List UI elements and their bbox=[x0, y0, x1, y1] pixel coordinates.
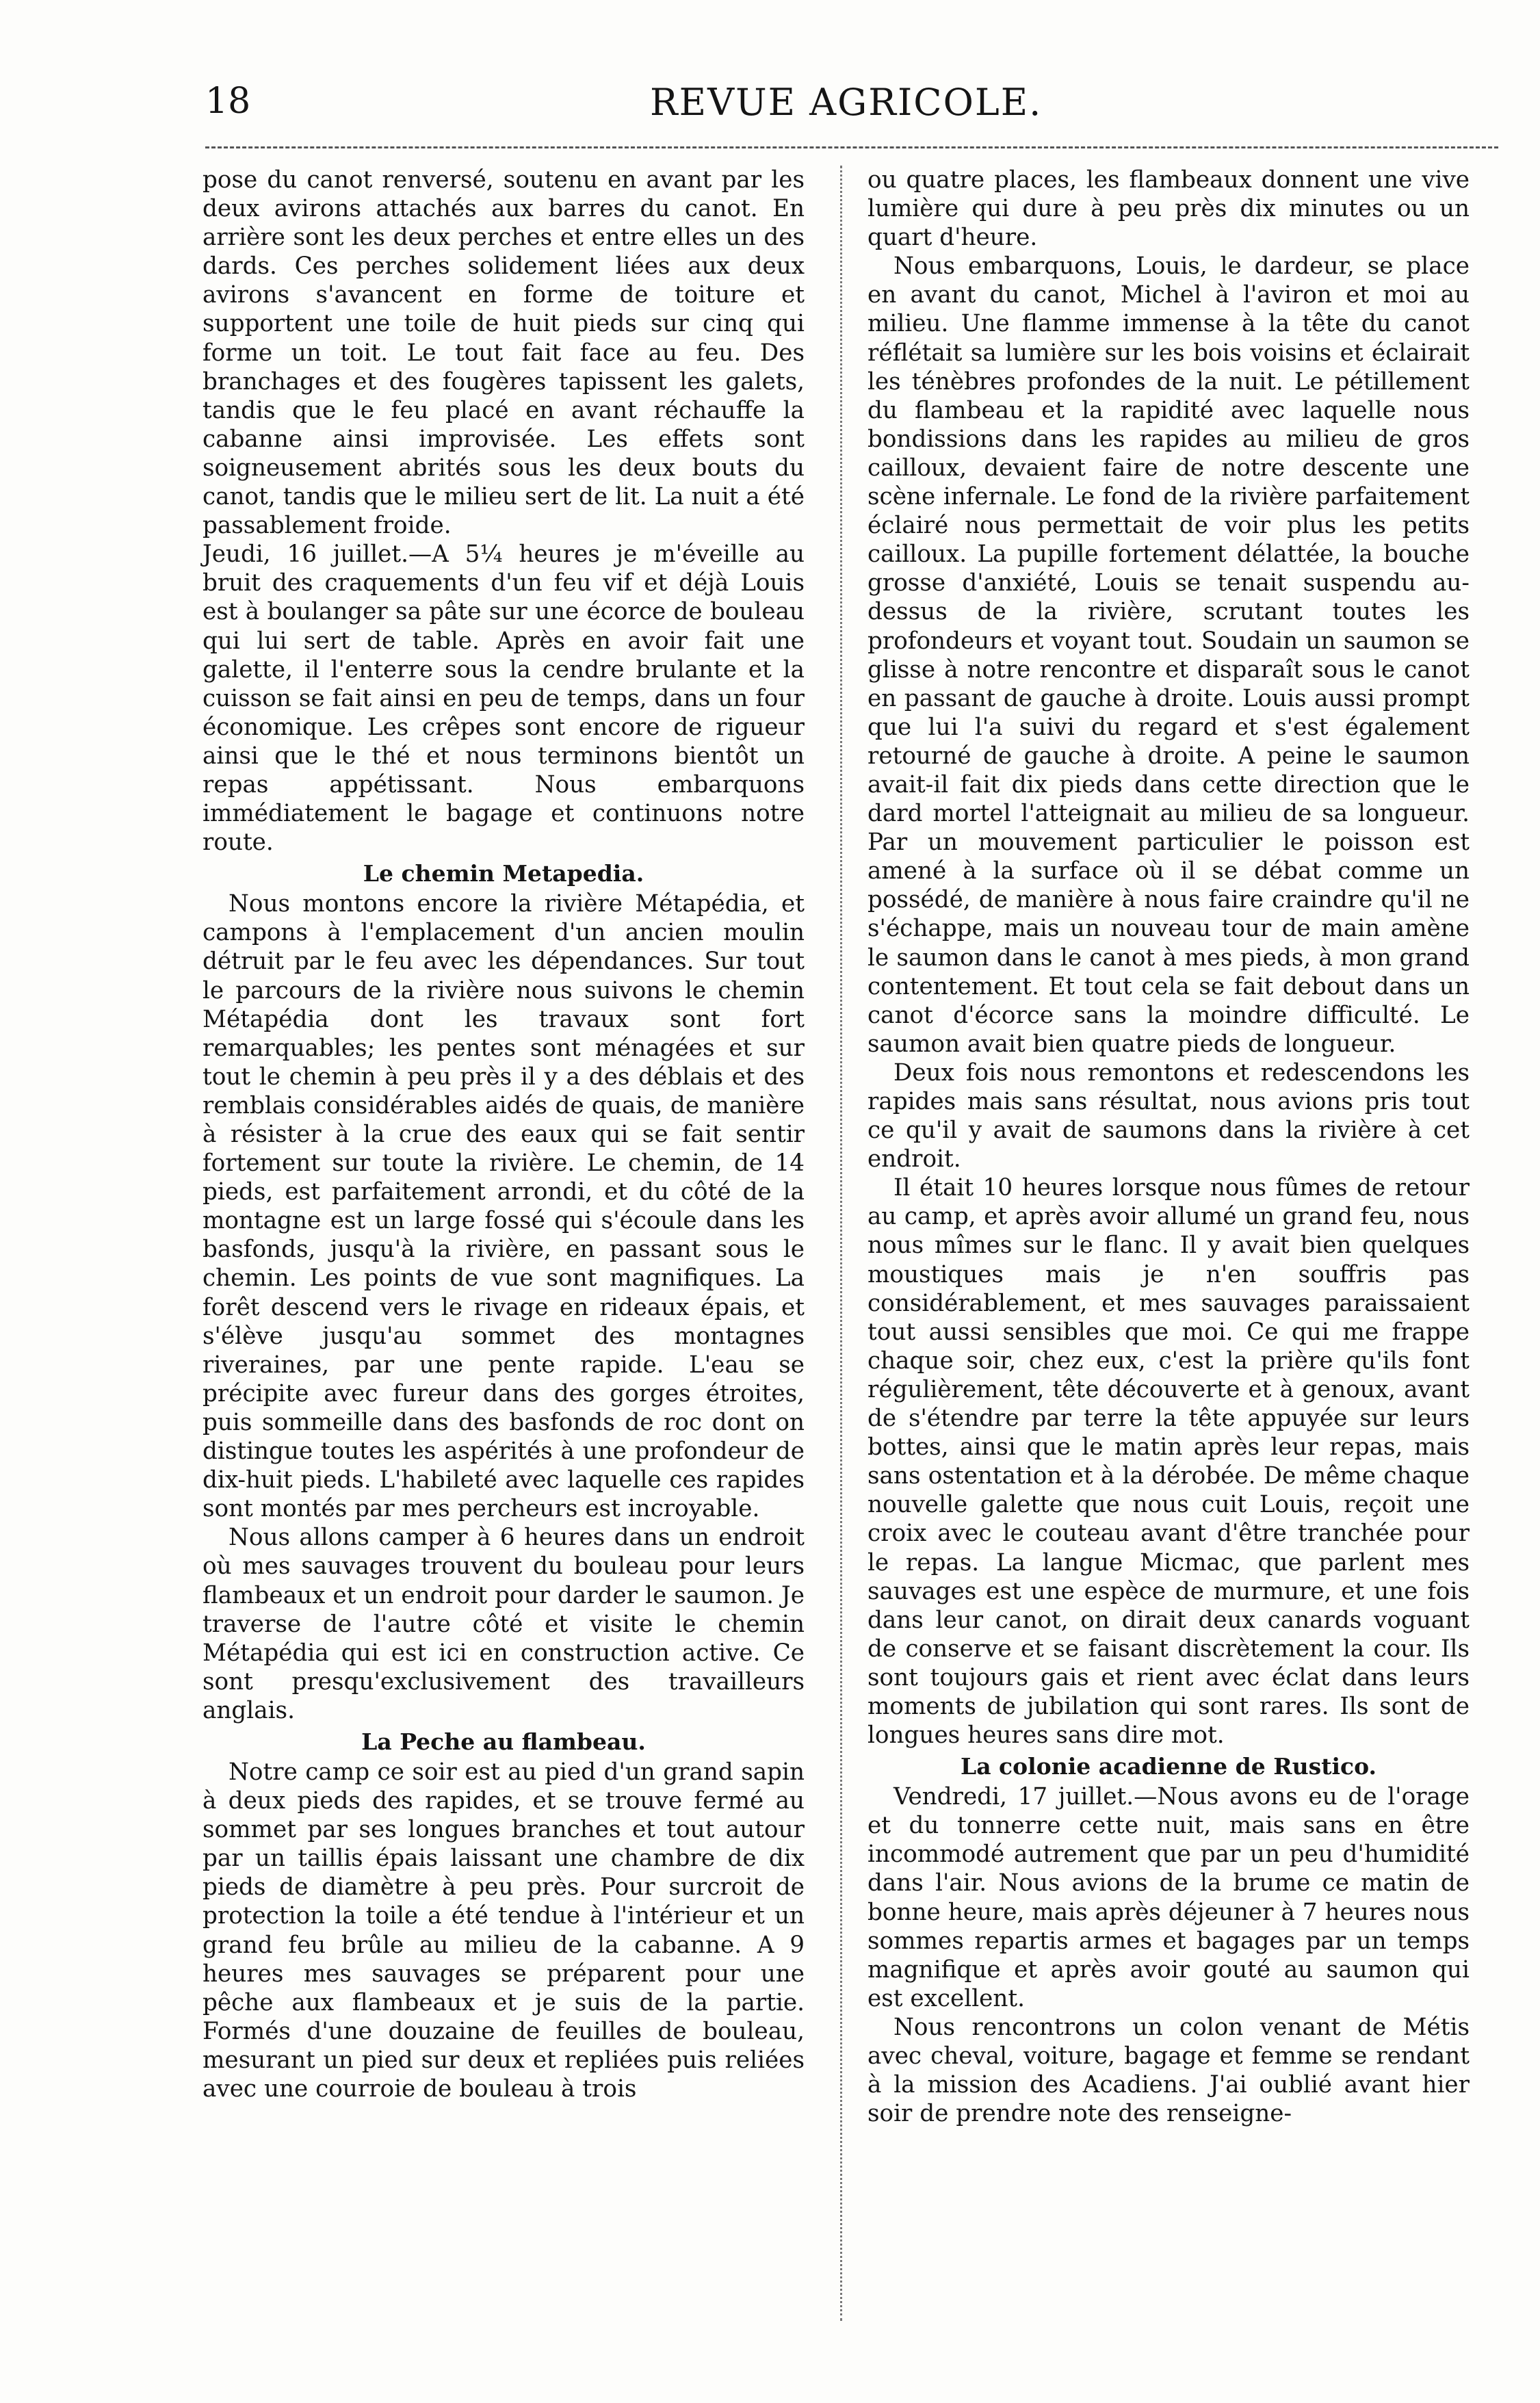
paragraph: Nous allons camper à 6 heures dans un endroit où mes sauvages trouvent du bouleau pour leurs flambeaux et un endroit pour darder le saumon. Je traverse de l'autre côté et visite le chemin Métapédia qui est ici en construction active. Ce sont presqu'exclusivement des travailleurs anglais. bbox=[203, 1524, 805, 1724]
paragraph: pose du canot renversé, soutenu en avant par les deux avirons attachés aux barres du canot. En arrière sont les deux perches et entre elles un des dards. Ces perches solidement liées aux deux avirons s'avancent en forme de toiture et supportent une toile de huit pieds sur cinq qui forme un toit. Le tout fait face au feu. Des branchages et des fougères tapissent les galets, tandis que le feu placé en avant réchauffe la cabanne ainsi improvisée. Les effets sont soigneusement abrités sous les deux bouts du canot, tandis que le milieu sert de lit. La nuit a été passablement froide. bbox=[203, 166, 805, 540]
running-title: REVUE AGRICOLE. bbox=[650, 81, 1043, 124]
section-heading: Le chemin Metapedia. bbox=[363, 860, 644, 887]
section-heading: La Peche au flambeau. bbox=[361, 1728, 646, 1755]
section-heading: La colonie acadienne de Rustico. bbox=[960, 1753, 1377, 1780]
paragraph: Deux fois nous remontons et redescendons les rapides mais sans résultat, nous avions pris tout ce qu'il y avait de saumons dans la rivière à cet endroit. bbox=[867, 1058, 1470, 1173]
paragraph: Jeudi, 16 juillet.—A 5¼ heures je m'éveille au bruit des craquements d'un feu vif et déjà Louis est à boulanger sa pâte sur une écorce de bouleau qui lui sert de table. Après en avoir fait une galette, il l'enterre sous la cendre brulante et la cuisson se fait ainsi en peu de temps, dans un four économique. Les crêpes sont encore de rigueur ainsi que le thé et nous terminons bientôt un repas appétissant. Nous embarquons immédiatement le bagage et continuons notre route. bbox=[203, 541, 805, 857]
page-number: 18 bbox=[205, 81, 251, 122]
paragraph: Notre camp ce soir est au pied d'un grand sapin à deux pieds des rapides, et se trouve fermé au sommet par ses longues branches et tout autour par un taillis épais laissant une chambre de dix pieds de diamètre à peu près. Pour surcroit de protection la toile a été tendue à l'intérieur et un grand feu brûle au milieu de la cabanne. A 9 heures mes sauvages se préparent pour une pêche aux flambeaux et je suis de la partie. Formés d'une douzaine de feuilles de bouleau, mesurant un pied sur deux et repliées puis reliées avec une courroie de bouleau à trois bbox=[203, 1758, 805, 2103]
paragraph: Nous montons encore la rivière Métapédia, et campons à l'emplacement d'un ancien moulin détruit par le feu avec les dépendances. Sur tout le parcours de la rivière nous suivons le chemin Métapédia dont les travaux sont fort remarquables; les pentes sont ménagées et sur tout le chemin à peu près il y a des déblais et des remblais considérables aidés de quais, de manière à résister à la crue des eaux qui se fait sentir fortement sur toute la rivière. Le chemin, de 14 pieds, est parfaitement arrondi, et du côté de la montagne est un large fossé qui s'écoule dans les basfonds, jusqu'à la rivière, en passant sous le chemin. Les points de vue sont magnifiques. La forêt descend vers le rivage en rideaux épais, et s'élève jusqu'au sommet des montagnes riveraines, par une pente rapide. L'eau se précipite avec fureur dans des gorges étroites, puis sommeille dans des basfonds de roc dont on distingue toutes les aspérités à une profondeur de dix-huit pieds. L'habileté avec laquelle ces rapides sont montés par mes percheurs est incroyable. bbox=[203, 890, 805, 1523]
column-divider bbox=[840, 166, 842, 2321]
paragraph: Vendredi, 17 juillet.—Nous avons eu de l'orage et du tonnerre cette nuit, mais sans en être incommodé autrement que par un peu d'humidité dans l'air. Nous avions de la brume ce matin de bonne heure, mais après déjeuner à 7 heures nous sommes repartis armes et bagages par un temps magnifique et après avoir gouté au saumon qui est excellent. bbox=[867, 1783, 1470, 2012]
paragraph: Nous rencontrons un colon venant de Métis avec cheval, voiture, bagage et femme se rendant à la mission des Acadiens. J'ai oublié avant hier soir de prendre note des renseigne- bbox=[867, 2013, 1470, 2128]
running-header bbox=[205, 81, 1505, 129]
paragraph: Nous embarquons, Louis, le dardeur, se place en avant du canot, Michel à l'aviron et moi au milieu. Une flamme immense à la tête du canot réflétait sa lumière sur les bois voisins et éclairait les ténèbres profondes de la nuit. Le pétillement du flambeau et la rapidité avec laquelle nous bondissions dans les rapides au milieu de gros cailloux, devaient faire de notre descente une scène infernale. Le fond de la rivière parfaitement éclairé nous permettait de voir plus les petits cailloux. La pupille fortement délattée, la bouche grosse d'anxiété, Louis se tenait suspendu au-dessus de la rivière, scrutant toutes les profondeurs et voyant tout. Soudain un saumon se glisse à notre rencontre et disparaît sous le canot en passant de gauche à droite. Louis aussi prompt que lui l'a suivi du regard et s'est également retourné de gauche à droite. A peine le saumon avait-il fait dix pieds dans cette direction que le dard mortel l'atteignait au milieu de sa longueur. Par un mouvement particulier le poisson est amené à la surface où il se débat comme un possédé, de manière à nous faire craindre qu'il ne s'échappe, mais un nouveau tour de main amène le saumon dans le canot à mes pieds, à mon grand contentement. Et tout cela se fait debout dans un canot d'écorce sans la moindre difficulté. Le saumon avait bien quatre pieds de longueur. bbox=[867, 252, 1470, 1058]
left-column bbox=[203, 166, 805, 2103]
paragraph: Il était 10 heures lorsque nous fûmes de retour au camp, et après avoir allumé un grand feu, nous nous mîmes sur le flanc. Il y avait bien quelques moustiques mais je n'en souffris pas considérablement, et mes sauvages paraissaient tout aussi sensibles que moi. Ce qui me frappe chaque soir, chez eux, c'est la prière qu'ils font régulièrement, tête découverte et à genoux, avant de s'étendre par terre la tête appuyée sur leurs bottes, ainsi que le matin après leur repas, mais sans ostentation et à la dérobée. De même chaque nouvelle galette que nous cuit Louis, reçoit une croix avec le couteau avant d'être tranchée pour le repas. La langue Micmac, que parlent mes sauvages est une espèce de murmure, et une fois dans leur canot, on dirait deux canards voguant de conserve et se faisant discrètement la cour. Ils sont toujours gais et rient avec éclat dans leurs moments de jubilation qui sont rares. Ils sont de longues heures sans dire mot. bbox=[867, 1174, 1470, 1750]
header-rule bbox=[205, 146, 1498, 148]
paragraph: ou quatre places, les flambeaux donnent une vive lumière qui dure à peu près dix minutes ou un quart d'heure. bbox=[867, 166, 1470, 252]
right-column bbox=[867, 166, 1470, 2128]
